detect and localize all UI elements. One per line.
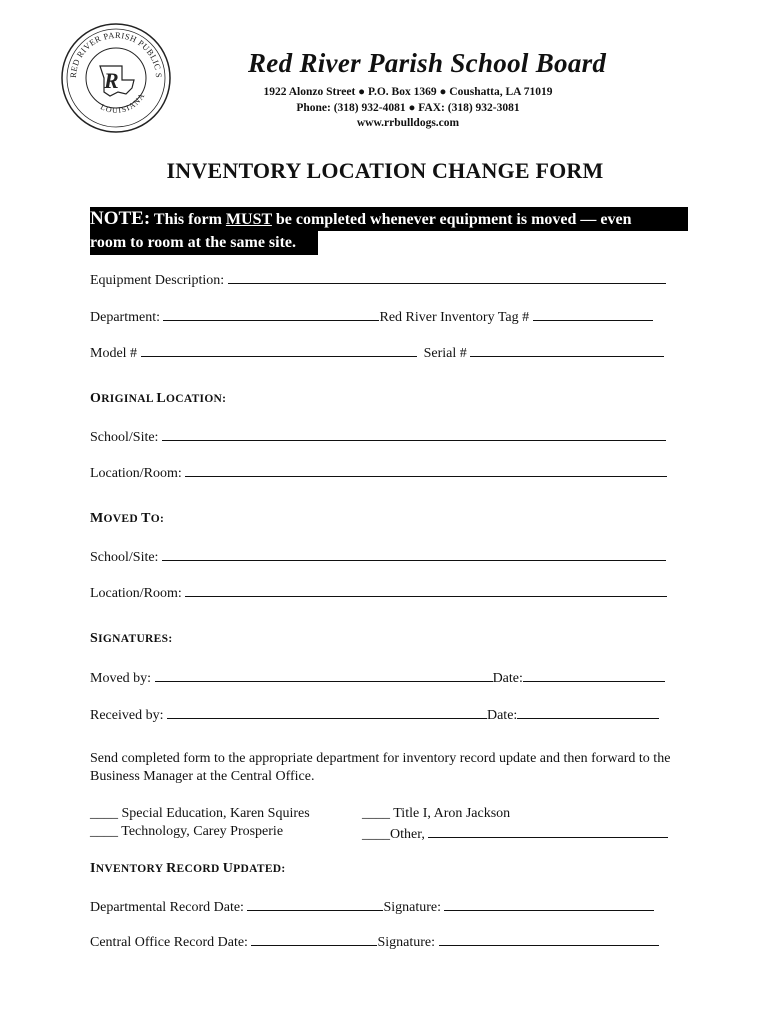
seal-text-bottom: LOUISIANA (99, 91, 147, 115)
received-by-field[interactable] (167, 703, 487, 719)
moved-by-row (90, 666, 665, 686)
department-field[interactable] (163, 305, 379, 321)
departmental-record-row (90, 895, 654, 915)
model-label: Model # (90, 346, 138, 361)
moved-by-label: Moved by: (90, 671, 152, 686)
note-post: be completed whenever equipment is moved — even (275, 211, 632, 228)
form-title: INVENTORY LOCATION CHANGE FORM (166, 158, 604, 183)
org-name: Red River Parish School Board (248, 48, 607, 78)
received-by-label: Received by: (90, 708, 164, 723)
department-row (90, 305, 653, 325)
instructions: Send completed form to the appropriate department for inventory record update and then forward to the Business Manager at the Central Office. (90, 751, 671, 784)
route-special-education[interactable]: ____ Special Education, Karen Squires (90, 806, 310, 821)
inventory-tag-field[interactable] (533, 305, 653, 321)
address: 1922 Alonzo Street ● P.O. Box 1369 ● Coushatta, LA 71019 (263, 86, 553, 98)
seal-text-top: RED RIVER PARISH PUBLIC S (67, 29, 165, 79)
received-by-date-label: Date: (486, 708, 518, 723)
central-signature-field[interactable] (439, 930, 659, 946)
note-line-1 (90, 207, 688, 231)
central-record-row (90, 930, 659, 950)
central-date-label: Central Office Record Date: (90, 935, 248, 950)
route-title-one[interactable]: ____ Title I, Aron Jackson (362, 806, 511, 821)
route-other-row (362, 822, 668, 842)
original-school-label: School/Site: (90, 430, 159, 445)
school-board-seal (60, 22, 172, 134)
inventory-tag-label: Red River Inventory Tag # (379, 310, 530, 325)
serial-label: Serial # (423, 346, 467, 361)
departmental-signature-field[interactable] (444, 895, 654, 911)
equipment-description-field[interactable] (228, 268, 666, 284)
moved-school-row (90, 545, 666, 565)
seal-letter: R (104, 68, 119, 93)
svg-text:LOUISIANA (99, 91, 147, 115)
route-other-label[interactable]: ____Other, (362, 827, 425, 842)
phone-fax: Phone: (318) 932-4081 ● FAX: (318) 932-3081 (296, 102, 520, 114)
note-line-2-text: room to room at the same site. (90, 234, 297, 251)
original-school-row (90, 425, 666, 445)
note-line-2 (90, 231, 318, 255)
note-must: MUST (225, 211, 272, 228)
equipment-description-row (90, 268, 666, 288)
moved-location-field[interactable] (185, 581, 667, 597)
record-updated-heading: INVENTORY RECORD UPDATED: (90, 861, 286, 876)
original-location-field[interactable] (185, 461, 667, 477)
original-location-row (90, 461, 667, 481)
departmental-date-field[interactable] (247, 895, 383, 911)
moved-by-field[interactable] (155, 666, 493, 682)
moved-school-field[interactable] (162, 545, 666, 561)
department-label: Department: (90, 310, 160, 325)
received-by-row (90, 703, 659, 723)
moved-by-date-field[interactable] (523, 666, 665, 682)
original-school-field[interactable] (162, 425, 666, 441)
route-technology[interactable]: ____ Technology, Carey Prosperie (90, 824, 284, 839)
departmental-date-label: Departmental Record Date: (90, 900, 244, 915)
central-signature-label: Signature: (377, 935, 435, 950)
moved-location-row (90, 581, 667, 601)
moved-to-heading: MOVED TO: (90, 511, 165, 526)
model-field[interactable] (141, 341, 417, 357)
equipment-description-label: Equipment Description: (90, 273, 225, 288)
note-pre: This form (153, 211, 222, 228)
serial-field[interactable] (470, 341, 664, 357)
central-date-field[interactable] (251, 930, 377, 946)
original-location-label: Location/Room: (90, 466, 182, 481)
note-label: NOTE: (90, 208, 151, 229)
model-serial-row (90, 341, 664, 361)
received-by-date-field[interactable] (517, 703, 659, 719)
moved-location-label: Location/Room: (90, 586, 182, 601)
website: www.rrbulldogs.com (356, 117, 460, 129)
moved-school-label: School/Site: (90, 550, 159, 565)
moved-by-date-label: Date: (492, 671, 523, 686)
signatures-heading: SIGNATURES: (90, 631, 173, 646)
departmental-signature-label: Signature: (383, 900, 441, 915)
original-location-heading: ORIGINAL LOCATION: (90, 391, 227, 406)
route-other-field[interactable] (428, 822, 668, 838)
